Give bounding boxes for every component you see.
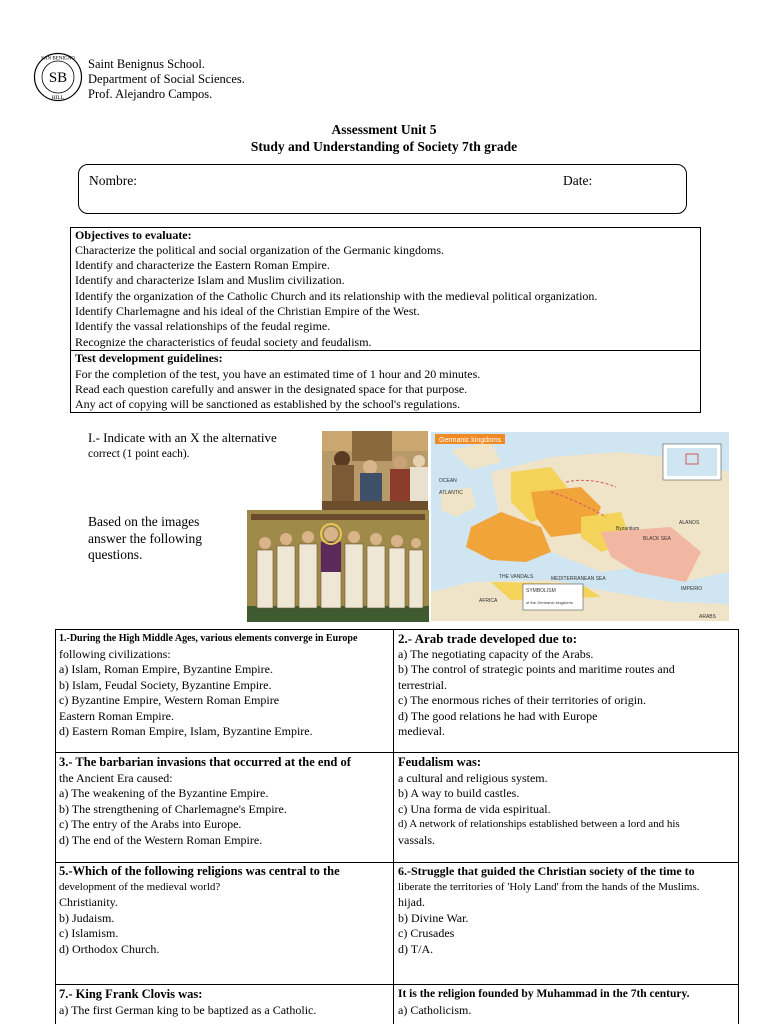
- table-border-top: [55, 629, 738, 630]
- question-text-rest: liberate the territories of 'Holy Land' from the hands of the Muslims.: [398, 880, 700, 893]
- answer-option[interactable]: a cultural and religious system.: [398, 770, 548, 785]
- question-text: 3.- The barbarian invasions that occurred at the end of: [59, 755, 351, 769]
- answer-option[interactable]: a) The weakening of the Byzantine Empire.: [59, 786, 269, 800]
- school-logo: [33, 52, 83, 102]
- answer-option[interactable]: b) The control of strategic points and maritime routes and: [398, 662, 675, 676]
- answer-option[interactable]: d) The good relations he had with Europe: [398, 708, 598, 723]
- department-name: Department of Social Sciences.: [88, 72, 245, 86]
- map-label: BLACK SEA: [643, 536, 671, 542]
- svg-text:HILL: HILL: [51, 95, 65, 101]
- answer-option-continued: Eastern Roman Empire.: [59, 708, 174, 723]
- question-2: [398, 631, 734, 740]
- table-border-left: [55, 629, 56, 1024]
- answer-option[interactable]: a) Islam, Roman Empire, Byzantine Empire.: [59, 662, 273, 676]
- objective-item: Identify and characterize Islam and Muslim civilization.: [75, 273, 345, 287]
- title-line-1: Assessment Unit 5: [331, 122, 437, 137]
- guidelines-heading: Test development guidelines:: [75, 351, 223, 365]
- answer-option[interactable]: d) T/A.: [398, 941, 434, 956]
- map-label: AFRICA: [479, 598, 498, 604]
- objective-item: Recognize the characteristics of feudal society and feudalism.: [75, 335, 372, 349]
- answer-option[interactable]: c) Crusades: [398, 926, 455, 940]
- answer-option[interactable]: c) Islamism.: [59, 926, 119, 940]
- answer-option[interactable]: d) A network of relationships established between a lord and his: [398, 818, 680, 830]
- objective-item: Identify Charlemagne and his ideal of the Christian Empire of the West.: [75, 304, 420, 318]
- map-label: ARABS: [699, 614, 716, 620]
- answer-option[interactable]: b) The strengthening of Charlemagne's Empire.: [59, 801, 287, 816]
- question-6: [398, 864, 734, 957]
- logo-letters: SB: [48, 70, 68, 86]
- answer-option[interactable]: c) The entry of the Arabs into Europe.: [59, 817, 242, 831]
- objectives-heading: Objectives to evaluate:: [75, 228, 192, 242]
- title-line-2: Study and Understanding of Society 7th grade: [250, 139, 518, 154]
- instruction-subline: correct (1 point each).: [88, 448, 190, 460]
- answer-option[interactable]: a) The negotiating capacity of the Arabs.: [398, 646, 594, 661]
- question-text: It is the religion founded by Muhammad in the 7th century.: [398, 988, 690, 1000]
- question-7: [59, 987, 391, 1018]
- question-text: Feudalism was:: [398, 755, 481, 769]
- date-label: Date:: [563, 173, 593, 188]
- painting-scholars-image: [322, 431, 428, 514]
- objective-item: Identify the vassal relationships of the feudal regime.: [75, 319, 331, 333]
- answer-option[interactable]: hijad.: [398, 895, 425, 909]
- question-text: 1.-During the High Middle Ages, various elements converge in Europe: [59, 633, 358, 644]
- based-on-images-text: Based on the images answer the following questions.: [88, 514, 202, 562]
- question-text: 6.-Struggle that guided the Christian society of the time to: [398, 864, 695, 878]
- question-text-rest: following civilizations:: [59, 646, 171, 661]
- guideline-item: For the completion of the test, you have an estimated time of 1 hour and 20 minutes.: [75, 367, 481, 381]
- map-label: ALANOS: [679, 520, 700, 526]
- answer-option[interactable]: Christianity.: [59, 895, 118, 909]
- section-instruction: [88, 430, 312, 462]
- instruction-line: I.- Indicate with an X the alternative: [88, 430, 277, 445]
- question-text: 7.- King Frank Clovis was:: [59, 987, 203, 1001]
- table-row-divider: [55, 862, 738, 863]
- objective-item: Characterize the political and social organization of the Germanic kingdoms.: [75, 243, 444, 257]
- question-4: [398, 755, 734, 848]
- answer-option[interactable]: b) Divine War.: [398, 910, 469, 925]
- germanic-kingdoms-map: [431, 432, 729, 621]
- answer-option[interactable]: c) Una forma de vida espiritual.: [398, 801, 551, 816]
- assessment-title: [0, 121, 768, 155]
- answer-option[interactable]: a) Catholicism.: [398, 1002, 472, 1017]
- answer-option[interactable]: d) The end of the Western Roman Empire.: [59, 832, 263, 847]
- question-8: [398, 987, 734, 1018]
- map-label: THE VANDALS: [499, 574, 534, 580]
- question-3: [59, 755, 391, 848]
- question-5: [59, 864, 391, 957]
- question-text: 2.- Arab trade developed due to:: [398, 631, 578, 646]
- answer-option[interactable]: c) Byzantine Empire, Western Roman Empire: [59, 693, 280, 707]
- map-title: Germanic kingdoms: [439, 437, 502, 444]
- map-label: ATLANTIC: [439, 490, 463, 496]
- answer-option[interactable]: c) The enormous riches of their territories of origin.: [398, 693, 647, 707]
- byzantine-mosaic-image: [247, 510, 429, 622]
- school-name: Saint Benignus School.: [88, 57, 206, 71]
- map-label: MEDITERRANEAN SEA: [551, 576, 606, 582]
- map-label: Byzantium: [616, 526, 640, 532]
- teacher-name: Prof. Alejandro Campos.: [88, 87, 213, 101]
- map-label: IMPERIO: [681, 586, 703, 592]
- answer-option[interactable]: b) A way to build castles.: [398, 786, 520, 800]
- school-info: [88, 57, 245, 102]
- student-info-box: [78, 164, 687, 214]
- question-1: [59, 631, 391, 740]
- objective-item: Identify the organization of the Catholic Church and its relationship with the medieval political organization.: [75, 289, 598, 303]
- answer-option[interactable]: b) Islam, Feudal Society, Byzantine Empire.: [59, 677, 272, 692]
- table-border-right: [738, 629, 739, 1024]
- answer-option-continued: terrestrial.: [398, 677, 447, 692]
- question-text-rest: the Ancient Era caused:: [59, 770, 173, 785]
- guideline-item: Any act of copying will be sanctioned as established by the school's regulations.: [75, 397, 461, 411]
- answer-option-continued: vassals.: [398, 832, 435, 847]
- objective-item: Identify and characterize the Eastern Roman Empire.: [75, 258, 330, 272]
- map-label: SYMBOLISM: [526, 588, 556, 594]
- table-column-divider: [393, 629, 394, 1024]
- map-label: of the Germanic kingdoms: [526, 600, 573, 605]
- map-label: OCEAN: [439, 478, 457, 484]
- question-text-rest: development of the medieval world?: [59, 880, 221, 893]
- answer-option[interactable]: a) The first German king to be baptized as a Catholic.: [59, 1002, 317, 1017]
- answer-option-continued: medieval.: [398, 724, 445, 738]
- answer-option[interactable]: b) Judaism.: [59, 910, 115, 925]
- question-text: 5.-Which of the following religions was central to the: [59, 864, 340, 878]
- table-row-divider: [55, 752, 738, 753]
- svg-text:SAN BENIGNO: SAN BENIGNO: [41, 56, 75, 62]
- name-label: Nombre:: [89, 173, 137, 188]
- table-row-divider: [55, 984, 738, 985]
- guideline-item: Read each question carefully and answer in the designated space for that purpose.: [75, 382, 468, 396]
- answer-option[interactable]: d) Eastern Roman Empire, Islam, Byzantine Empire.: [59, 724, 313, 738]
- answer-option[interactable]: d) Orthodox Church.: [59, 941, 160, 956]
